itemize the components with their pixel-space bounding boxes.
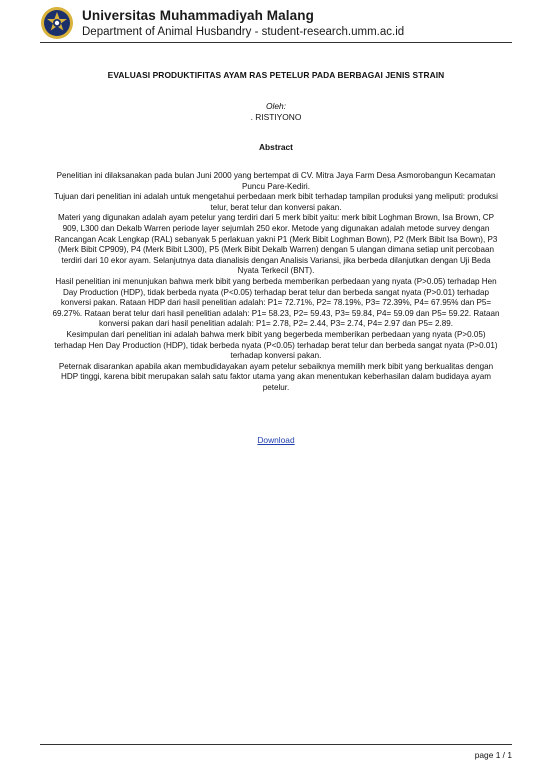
- abstract-paragraph: Penelitian ini dilaksanakan pada bulan Juni 2000 yang bertempat di CV. Mitra Jaya Farm Desa Asmorobangun Kecamatan Puncu Pare-Kediri.: [56, 171, 496, 191]
- abstract-paragraph: Kesimpulan dari penelitian ini adalah bahwa merk bibit yang begerbeda memberikan perbedaan yang nyata (P>0.05) terhadap Hen Day Production (HDP), tidak berbeda nyata (P<0.05) terhadap berat telur dan berbeda sangat nyata (P>0.01) terhadap konversi pakan.: [54, 329, 498, 361]
- download-container: [40, 435, 512, 445]
- abstract-paragraph: Peternak disarankan apabila akan membudidayakan ayam petelur sebaiknya memilih merk bibit yang berkualitas dengan HDP tinggi, karena bibit merupakan salah satu faktor utama yang akan menentukan keberhasilan dalam budidaya ayam petelur.: [58, 361, 494, 392]
- abstract-paragraph: Tujuan dari penelitian ini adalah untuk mengetahui perbedaan merk bibit terhadap tampilan produksi yang meliputi: produksi telur, berat telur dan konversi pakan.: [54, 192, 498, 212]
- university-name: Universitas Muhammadiyah Malang: [82, 8, 314, 23]
- document-title: EVALUASI PRODUKTIFITAS AYAM RAS PETELUR PADA BERBAGAI JENIS STRAIN: [107, 70, 445, 80]
- department-name: Department of Animal Husbandry - student-research.umm.ac.id: [82, 26, 405, 38]
- author-name: . RISTIYONO: [250, 112, 302, 122]
- abstract-body: [52, 171, 500, 393]
- page-number: page 1 / 1: [474, 750, 512, 760]
- header-divider: [40, 42, 512, 43]
- university-seal-icon: [40, 6, 74, 40]
- download-link[interactable]: Download: [257, 435, 295, 445]
- abstract-paragraph: Materi yang digunakan adalah ayam petelur yang terdiri dari 5 merk bibit yaitu: merk bibit Loghman Brown, Isa Brown, CP 909, L300 dan Dekalb Warren periode layer sejumlah 250 ekor. Metode yang digunakan adalah metode survey dengan Rancangan Acak Lengkap (RAL) sebanyak 5 perlakuan yakni P1 (Merk Bibit Loghman Bown), P2 (Merk Bibit Isa Bown), P3 (Merk Bibit CP909), P4 (Merk Bibit L300), P5 (Merk Bibit Dekalb Warren) dengan 5 ulangan dimana setiap unit percobaan terdiri dari 10 ekor ayam. Selanjutnya data dianalisis dengan Analisis Variansi, jika berbeda dilanjutkan dengan Uji Beda Nyata Terkecil (BNT).: [54, 213, 498, 276]
- footer-divider: [40, 744, 512, 745]
- page-header: [40, 6, 512, 40]
- abstract-heading: Abstract: [259, 142, 293, 152]
- by-label: Oleh:: [265, 101, 287, 111]
- abstract-paragraph: Hasil penelitian ini menunjukan bahwa merk bibit yang berbeda memberikan perbedaan yang nyata (P>0.05) terhadap Hen Day Production (HDP), tidak berbeda nyata (P<0.05) terhadap berat telur dan berbeda sangat nyata (P>0.01) terhadap konversi pakan. Rataan HDP dari hasil penelitian adalah: P1= 72.71%, P2= 78.19%, P3= 72.39%, P4= 67.95% dan P5= 69.27%. Rataan berat telur dari hasil penelitian adalah: P1= 58.23, P2= 59.43, P3= 59.84, P4= 59.09 dan P5= 59.22. Rataan konversi pakan dari hasil penelitian adalah: P1= 2.78, P2= 2.44, P3= 2.74, P4= 2.97 dan P5= 2.89.: [52, 276, 500, 329]
